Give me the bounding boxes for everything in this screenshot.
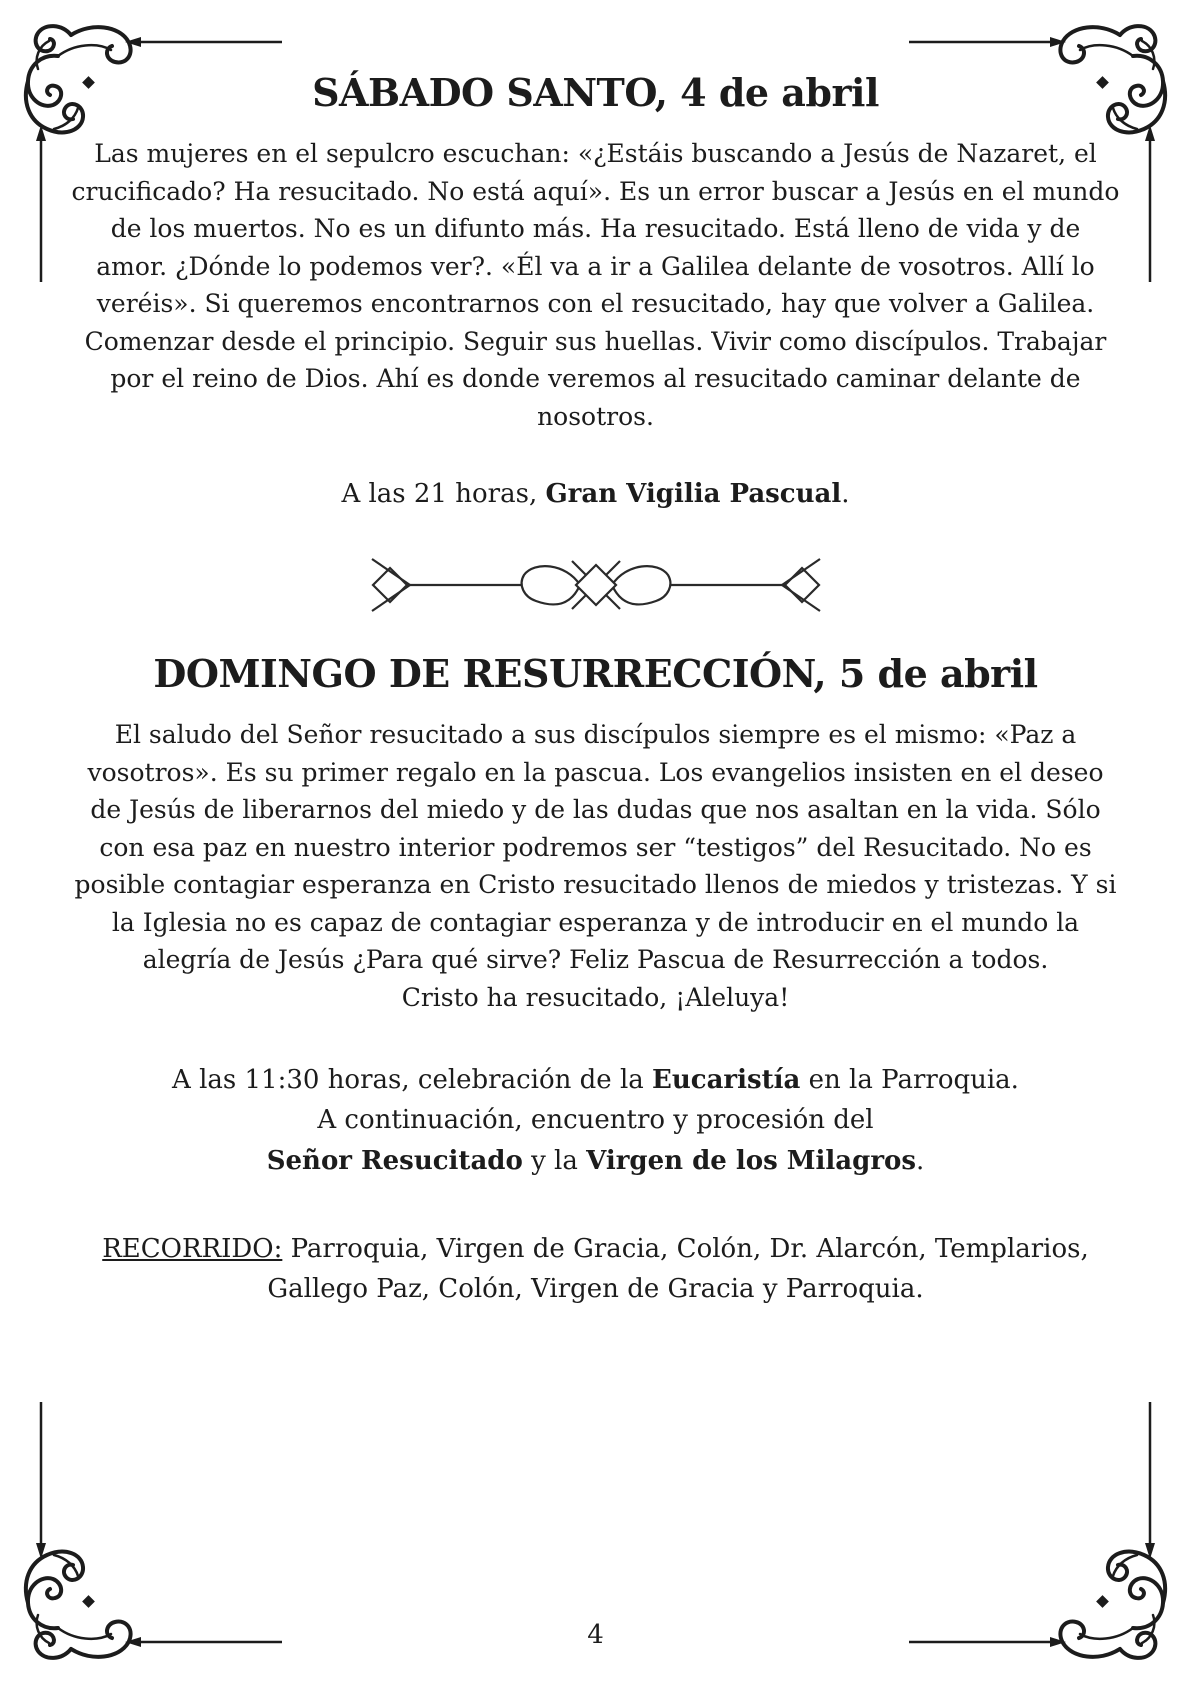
route-text: Parroquia, Virgen de Gracia, Colón, Dr. Alarcón, Templarios, Gallego Paz, Colón, Virgen de Gracia y Parroquia.	[267, 1233, 1089, 1305]
mass-prefix: A las 11:30 horas, celebración de la	[172, 1065, 653, 1095]
section-sunday	[72, 651, 1120, 1309]
virgen-milagros-bold: Virgen de los Milagros	[586, 1145, 917, 1176]
senor-resucitado-bold: Señor Resucitado	[266, 1145, 523, 1176]
route-label: RECORRIDO:	[102, 1233, 283, 1264]
schedule-suffix: .	[841, 479, 850, 509]
schedule-prefix: A las 21 horas,	[341, 479, 546, 509]
saturday-schedule-line	[72, 479, 1120, 509]
diamond-scroll-divider-icon	[366, 553, 826, 617]
easter-acclamation: Cristo ha resucitado, ¡Aleluya!	[401, 982, 790, 1012]
procession-period: .	[916, 1145, 925, 1176]
vigilia-pascual-bold: Gran Vigilia Pascual	[545, 479, 842, 509]
saturday-body-paragraph: Las mujeres en el sepulcro escuchan: «¿Estáis buscando a Jesús de Nazaret, el crucificado? Ha resucitado. No está aquí». Es un error buscar a Jesús en el mundo de los muertos. No es un difunto más. Ha resucitado. Está lleno de vida y de amor. ¿Dónde lo podemos ver?. «Él va a ir a Galilea delante de vosotros. Allí lo veréis». Si queremos encontrarnos con el resucitado, hay que volver a Galilea. Comenzar desde el principio. Seguir sus huellas. Vivir como discípulos. Trabajar por el reino de Dios. Ahí es donde veremos al resucitado caminar delante de nosotros.	[71, 139, 1120, 431]
corner-flourish-icon	[907, 14, 1177, 284]
route-paragraph	[72, 1229, 1120, 1310]
mass-suffix: en la Parroquia.	[800, 1065, 1019, 1095]
eucaristia-bold: Eucaristía	[652, 1065, 801, 1095]
mass-time-line	[72, 1060, 1120, 1100]
procession-intro-line: A continuación, encuentro y procesión del	[317, 1105, 874, 1136]
sunday-body-paragraph: El saludo del Señor resucitado a sus discípulos siempre es el mismo: «Paz a vosotros». Es su primer regalo en la pascua. Los evangelios insisten en el deseo de Jesús de liberarnos del miedo y de las dudas que nos asaltan en la vida. Sólo con esa paz en nuestro interior podremos ser “testigos” del Resucitado. No es posible contagiar esperanza en Cristo resucitado llenos de miedos y tristezas. Y si la Iglesia no es capaz de contagiar esperanza y de introducir en el mundo la alegría de Jesús ¿Para qué sirve? Feliz Pascua de Resurrección a todos.	[74, 720, 1117, 974]
saturday-heading: SÁBADO SANTO, 4 de abril	[312, 70, 879, 115]
page-number: 4	[587, 1620, 604, 1650]
corner-flourish-icon	[14, 14, 284, 284]
procession-middle: y la	[522, 1145, 587, 1176]
section-divider	[366, 553, 826, 617]
sunday-mass-block	[72, 1060, 1120, 1181]
procession-names-line	[72, 1141, 1120, 1181]
sunday-heading: DOMINGO DE RESURRECCIÓN, 5 de abril	[153, 651, 1038, 696]
